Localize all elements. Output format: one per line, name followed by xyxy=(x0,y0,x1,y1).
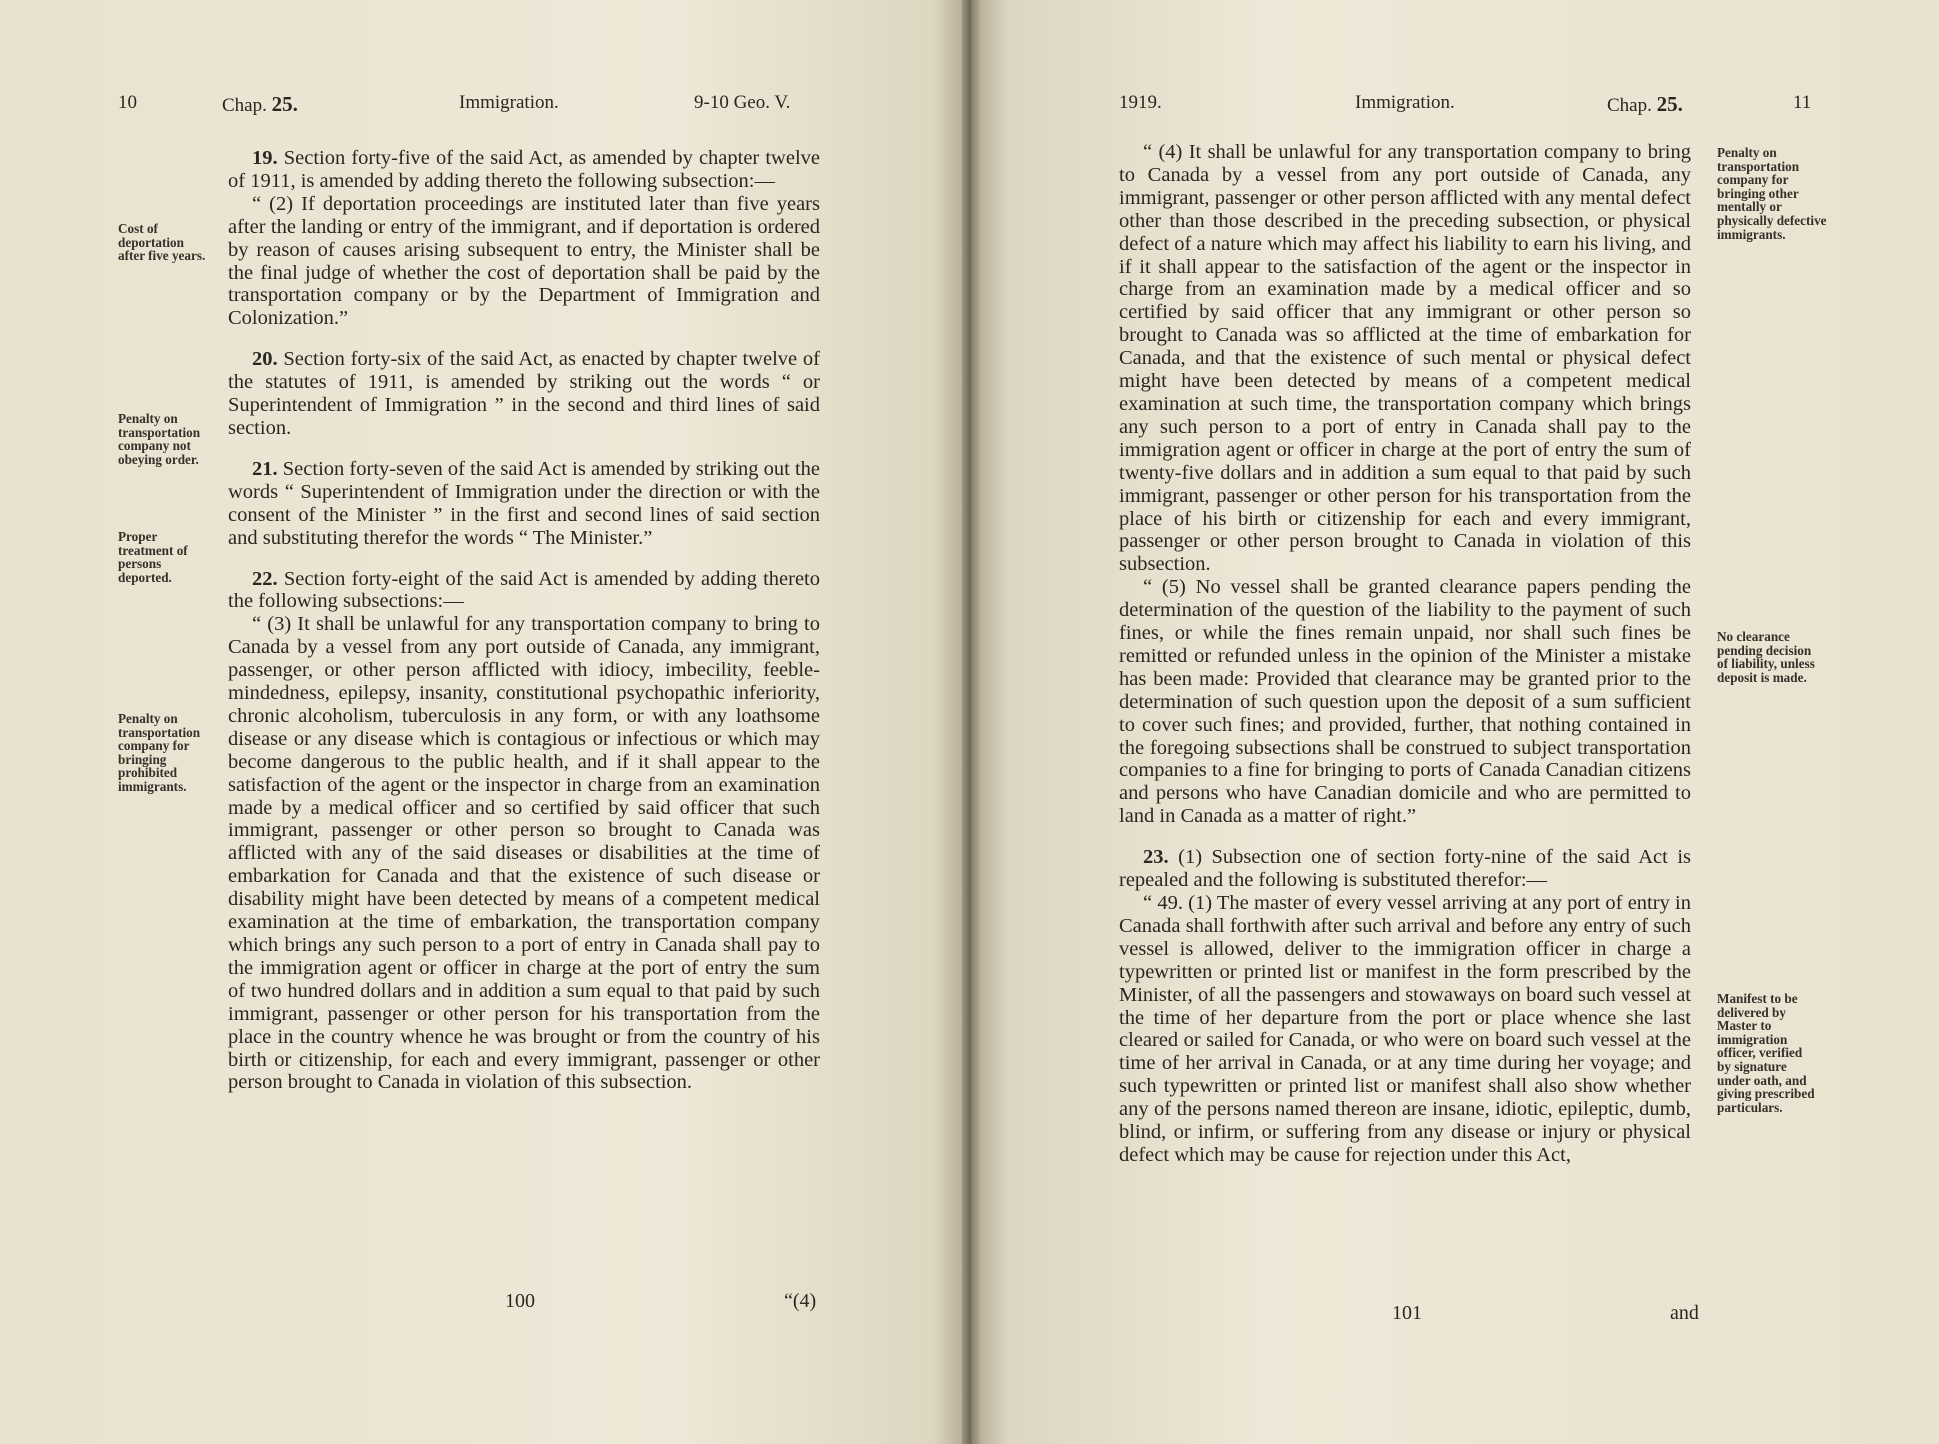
section-number: 22. xyxy=(252,567,278,590)
subsection-paragraph xyxy=(1119,576,1691,828)
right-body-text xyxy=(1119,141,1691,1167)
section-number: 19. xyxy=(252,147,278,169)
left-chapter-label xyxy=(222,92,298,117)
left-page-number: 10 xyxy=(118,92,137,113)
paragraph-text: Section forty-six of the said Act, as enacted by chapter twelve of the statutes of 1911, is amended by striking out the words “ or Superintendent of Immigration ” in the second and third lines of said section. xyxy=(228,348,820,439)
subsection-paragraph xyxy=(228,193,820,330)
paragraph-text: “ (4) It shall be unlawful for any transportation company to bring to Canada by a vessel from any port outside of Canada, any immigrant, passenger or other person afflicted with any mental defect other than those described in the preceding subsection, or physical defect of a nature which may affect his liability to earn his living, and if it shall appear to the satisfaction of the agent or the inspector in charge from an examination made by a medical officer and so certified by said officer that any immigrant or other person so brought to Canada was so afflicted at the time of embarkation for Canada, and that the existence of such mental or physical defect might have been detected by means of a competent medical examination at such time, the transportation company which brings any such person to a port of entry in Canada shall pay to the immigration agent or officer in charge at the port of entry the sum of twenty-five dollars and in addition a sum equal to that paid by such immigrant, passenger or other person for his transportation from the place of his birth or citizenship for each and every immigrant, passenger or other person brought to Canada in violation of this subsection. xyxy=(1119,141,1691,576)
paragraph-text: Section forty-seven of the said Act is amended by striking out the words “ Superintendent of Immigration under the direction or with the consent of the Minister ” in the first and second lines of said section and substituting therefor the words “ The Minister.” xyxy=(228,457,820,549)
right-chapter-label xyxy=(1607,92,1683,117)
right-page-number: 11 xyxy=(1793,92,1812,113)
side-note: Penalty on transportation company for bringing prohibited immigrants. xyxy=(118,711,201,794)
section-number: 20. xyxy=(252,348,278,371)
subsection-paragraph xyxy=(1119,141,1691,576)
right-page-sequence: 101 xyxy=(1392,1302,1422,1324)
paragraph-text: “ (3) It shall be unlawful for any transportation company to bring to Canada by a vessel from any port outside of Canada, any immigrant, passenger, or other person afflicted with idiocy, imbecility, feeble-mindedness, epilepsy, insanity, constitutional psychopathic inferiority, chronic alcoholism, tuberculosis in any form, or with any loathsome disease or any disease which is contagious or infectious or which may become dangerous to the public health, and if it shall appear to the satisfaction of the agent or the inspector in charge from an examination made by a medical officer and so certified by said officer that such immigrant, passenger or other person so brought to Canada was afflicted with any of the said diseases or disabilities at the time of embarkation for Canada and that the existence of such disease or disability might have been detected by means of a competent medical examination at the time of embarkation, the transportation company which brings any such person to a port of entry in Canada shall pay to the immigration agent or officer in charge at the port of entry the sum of two hundred dollars and in addition a sum equal to that paid by such immigrant, passenger or other person for his transportation from the place in the country whence he was brought or from the country of his birth or citizenship, for each and every immigrant, passenger or other person brought to Canada in violation of this subsection. xyxy=(228,613,820,1094)
paragraph-text: “ 49. (1) The master of every vessel arriving at any port of entry in Canada shall forthwith after such arrival and before any entry of such vessel is allowed, deliver to the immigration officer in charge a typewritten or printed list or manifest in the form prescribed by the Minister, of all the passengers and stowaways on board such vessel at the time of her departure from the port or place whence she last cleared or sailed for Canada, or who were on board such vessel at the time of her arrival in Canada, or at any time during her voyage; and such typewritten or printed list or manifest shall also show whether any of the persons named thereon are insane, idiotic, epileptic, dumb, blind, or infirm, or suffering from any disease or injury or physical defect which may be cause for rejection under this Act, xyxy=(1119,892,1691,1166)
paragraph-text: “ (2) If deportation proceedings are instituted later than five years after the landing or entry of the immigrant, and if deportation is ordered by reason of causes arising subsequent to entry, the Minister shall be the final judge of whether the cost of deportation shall be paid by the transportation company or by the Department of Immigration and Colonization.” xyxy=(228,192,820,330)
left-running-title: Immigration. xyxy=(459,92,559,113)
left-chap-word: Chap. xyxy=(222,95,267,116)
right-chap-number: 25. xyxy=(1656,92,1683,116)
side-note: Proper treatment of persons deported. xyxy=(118,529,188,585)
section-paragraph xyxy=(228,458,820,550)
paragraph-text: (1) Subsection one of section forty-nine of the said Act is repealed and the following is substituted therefor:— xyxy=(1119,846,1691,892)
right-chap-word: Chap. xyxy=(1607,95,1652,116)
left-chap-number: 25. xyxy=(271,92,298,116)
paragraph-text: Section forty-eight of the said Act is amended by adding thereto the following subsections:— xyxy=(228,567,820,613)
paragraph-text: Section forty-five of the said Act, as amended by chapter twelve of 1911, is amended by adding thereto the following subsection:— xyxy=(228,147,821,192)
section-paragraph xyxy=(228,147,820,193)
left-regnal-year: 9-10 Geo. V. xyxy=(694,92,791,113)
left-page-sequence: 100 xyxy=(505,1290,535,1312)
subsection-paragraph xyxy=(228,613,820,1094)
paragraph-text: “ (5) No vessel shall be granted clearance papers pending the determination of the question of the liability to the payment of such fines, or while the fines remain unpaid, nor shall such fines be remitted or refunded unless in the opinion of the Minister a mistake has been made: Provided that clearance may be granted prior to the determination of such question upon the deposit of a sum sufficient to cover such fines; and provided, further, that nothing contained in the foregoing subsections shall be construed to subject transportation companies to a fine for bringing to ports of Canada Canadian citizens and persons who have Canadian domicile and who are permitted to land in Canada as a matter of right.” xyxy=(1119,576,1691,828)
left-body-text xyxy=(228,147,820,1094)
subsection-paragraph xyxy=(1119,892,1691,1167)
right-year: 1919. xyxy=(1119,92,1162,113)
side-note: Penalty on transportation company not obeying order. xyxy=(118,411,201,467)
left-page xyxy=(0,0,962,1444)
side-note: Cost of deportation after five years. xyxy=(118,221,206,264)
right-page xyxy=(980,0,1939,1444)
right-catchword: and xyxy=(1670,1302,1699,1324)
section-number: 23. xyxy=(1143,846,1169,869)
left-catchword: “(4) xyxy=(784,1290,817,1312)
section-number: 21. xyxy=(252,457,278,480)
section-paragraph xyxy=(228,568,820,614)
book-gutter xyxy=(962,0,980,1444)
side-note: No clearance pending decision of liability, unless deposit is made. xyxy=(1717,629,1815,685)
section-paragraph xyxy=(1119,846,1691,892)
side-note: Penalty on transportation company for bringing other mentally or physically defective immigrants. xyxy=(1717,145,1827,242)
side-note: Manifest to be delivered by Master to immigration officer, verified by signature under oath, and giving prescribed particulars. xyxy=(1717,991,1815,1115)
section-paragraph xyxy=(228,348,820,440)
right-running-title: Immigration. xyxy=(1355,92,1455,113)
